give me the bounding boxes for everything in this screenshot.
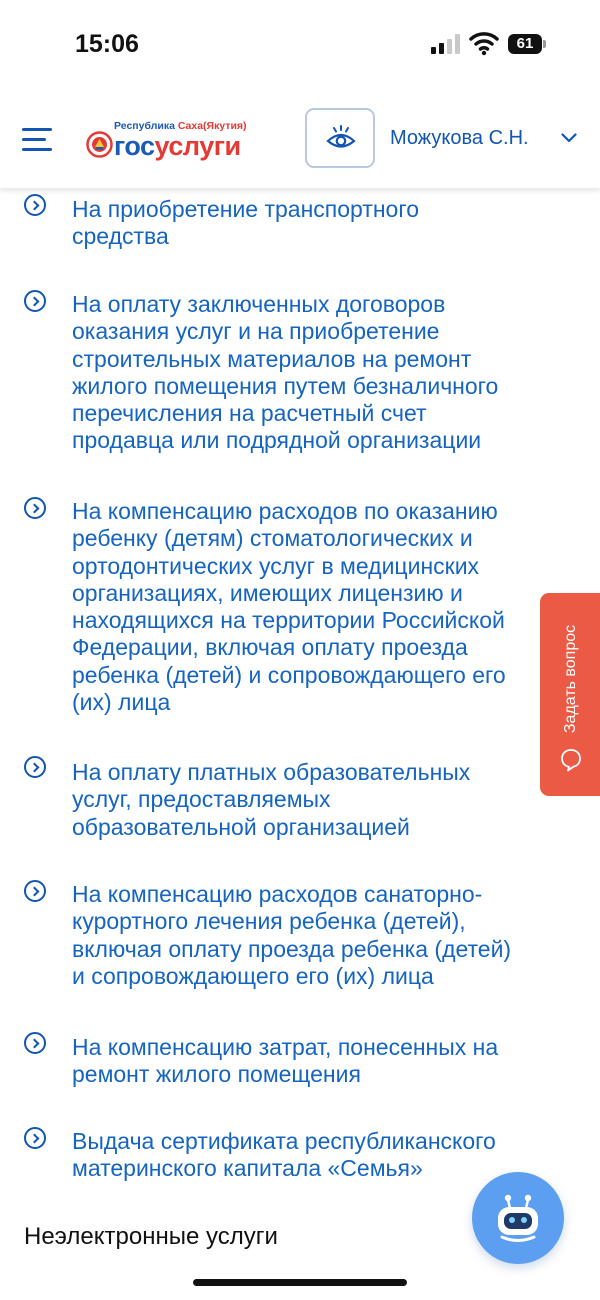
logo-uslugi: услуги [154, 131, 241, 161]
service-link[interactable]: На оплату заключенных договоров оказания услуг и на приобретение строительных материалов на ремонт жилого помещения путем безналичного перечисления на расчетный счет продавца или подрядной организации [72, 291, 499, 454]
chevron-down-icon[interactable] [561, 133, 577, 143]
logo-text [114, 131, 241, 162]
home-indicator[interactable] [193, 1279, 407, 1286]
battery-icon: 61 [508, 34, 542, 54]
chevron-right-circle-icon [24, 880, 46, 902]
service-link[interactable]: На компенсацию расходов санаторно- курортного лечения ребенка (детей), включая оплату проезда ребенка (детей) и сопровождающего его (их) лица [72, 881, 512, 989]
service-link[interactable]: Выдача сертификата республиканского материнского капитала «Семья» [72, 1128, 496, 1182]
service-link[interactable]: На приобретение транспортного средства [72, 196, 420, 250]
ask-question-button[interactable] [540, 593, 600, 796]
gosuslugi-logo[interactable] [84, 118, 284, 168]
user-name[interactable]: Можукова С.Н. [390, 127, 529, 149]
accessibility-button[interactable] [305, 108, 375, 168]
emblem-icon [86, 131, 113, 158]
menu-icon[interactable] [22, 126, 52, 154]
ask-question-label: Задать вопрос [562, 624, 579, 734]
service-link[interactable]: На компенсацию затрат, понесенных на ремонт жилого помещения [72, 1034, 499, 1088]
chevron-right-circle-icon [24, 1127, 46, 1149]
app-header [0, 96, 600, 188]
section-title: Неэлектронные услуги [24, 1223, 278, 1250]
robot-icon [494, 1192, 542, 1244]
signal-icon [431, 34, 463, 54]
services-list [0, 188, 600, 1300]
battery-cap [543, 40, 546, 48]
logo-region-name: Саха(Якутия) [177, 120, 247, 132]
assistant-bot-button[interactable] [472, 1172, 564, 1264]
service-link[interactable]: На оплату платных образовательных услуг, предоставляемых образовательной организацией [72, 759, 471, 840]
chevron-right-circle-icon [24, 756, 46, 778]
logo-region-prefix: Республика [114, 120, 178, 132]
logo-gos: гос [114, 131, 155, 161]
status-time: 15:06 [75, 30, 139, 58]
chat-bubble-icon [560, 748, 582, 772]
chevron-right-circle-icon [24, 1032, 46, 1054]
eye-icon [326, 124, 356, 154]
service-link[interactable]: На компенсацию расходов по оказанию ребенку (детям) стоматологических и ортодонтических услуг в медицинских организациях, имеющих лицензию и находящихся на территории Российской Федерации, включая оплату проезда ребенка (детей) и сопровождающего его (их) лица [72, 498, 506, 716]
wifi-icon [469, 30, 499, 56]
chevron-right-circle-icon [24, 290, 46, 312]
status-bar [0, 0, 600, 90]
chevron-right-circle-icon [24, 194, 46, 216]
chevron-right-circle-icon [24, 497, 46, 519]
